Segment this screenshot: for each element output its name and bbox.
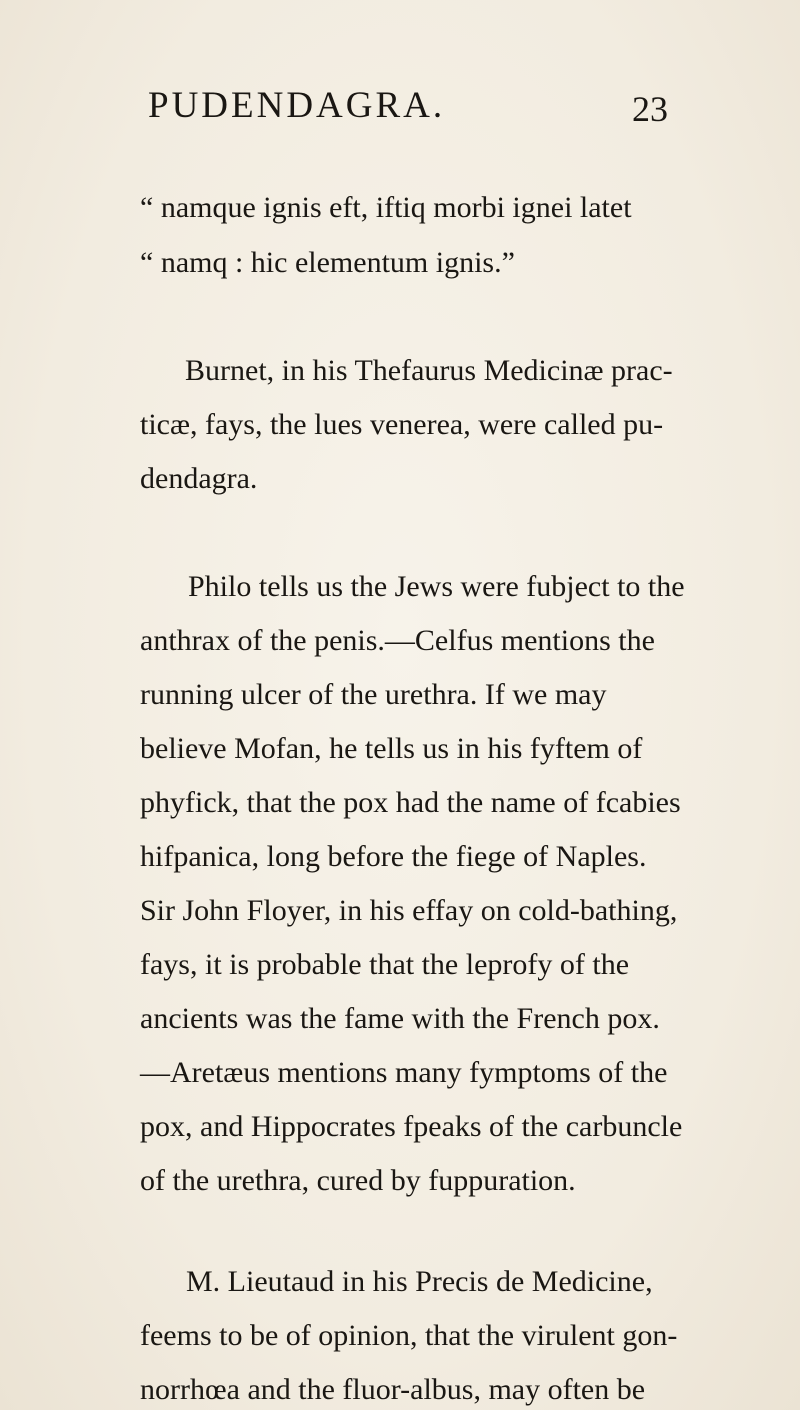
text-line-16: pox, and Hippocrates fpeaks of the carbuncle bbox=[140, 1110, 683, 1143]
text-line-3: Burnet, in his Thefaurus Medicinæ prac- bbox=[185, 354, 673, 387]
text-line-4: ticæ, fays, the lues venerea, were called pu- bbox=[140, 408, 664, 441]
text-line-8: running ulcer of the urethra. If we may bbox=[140, 678, 607, 711]
text-line-13: fays, it is probable that the leprofy of the bbox=[140, 948, 630, 981]
text-line-19: feems to be of opinion, that the virulent gon- bbox=[140, 1319, 678, 1352]
text-line-1: “ namque ignis eft, iftiq morbi ignei latet bbox=[140, 191, 632, 224]
text-line-20: norrhœa and the fluor-albus, may often be bbox=[140, 1373, 646, 1406]
text-line-2: “ namq : hic elementum ignis.” bbox=[140, 246, 515, 279]
text-line-6: Philo tells us the Jews were fubject to the bbox=[188, 570, 685, 603]
running-head: PUDENDAGRA. bbox=[148, 85, 446, 126]
text-line-18: M. Lieutaud in his Precis de Medicine, bbox=[186, 1265, 653, 1298]
text-line-9: believe Mofan, he tells us in his fyftem of bbox=[140, 732, 643, 765]
text-line-10: phyfick, that the pox had the name of fcabies bbox=[140, 786, 681, 819]
text-line-15: —Aretæus mentions many fymptoms of the bbox=[140, 1056, 668, 1089]
text-line-5: dendagra. bbox=[140, 462, 258, 495]
page-number: 23 bbox=[632, 89, 668, 129]
page-header bbox=[148, 84, 668, 134]
text-line-14: ancients was the fame with the French pox. bbox=[140, 1002, 660, 1035]
text-line-12: Sir John Floyer, in his effay on cold-bathing, bbox=[140, 894, 678, 927]
text-line-7: anthrax of the penis.—Celfus mentions the bbox=[140, 624, 655, 657]
text-line-11: hifpanica, long before the fiege of Naples. bbox=[140, 840, 647, 873]
text-line-17: of the urethra, cured by fuppuration. bbox=[140, 1164, 576, 1197]
